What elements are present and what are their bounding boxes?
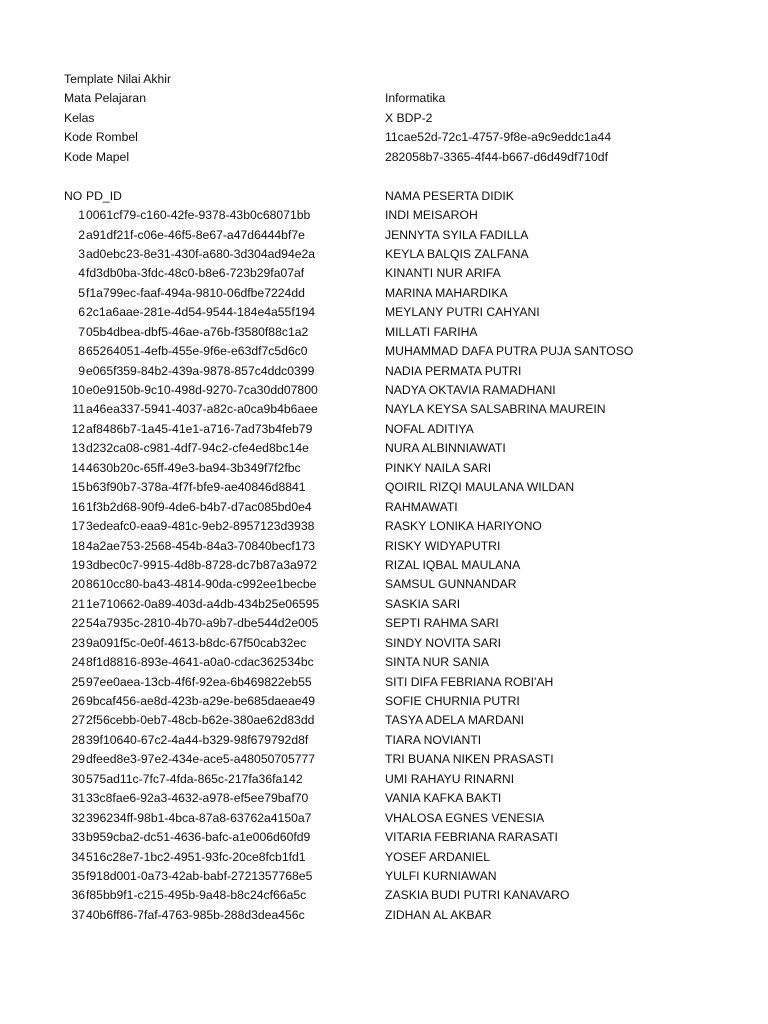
row-pd-id: 97ee0aea-13cb-4f6f-92ea-6b469822eb55 (86, 674, 312, 689)
table-header (0, 187, 768, 206)
table-row (0, 750, 768, 769)
table-row (0, 906, 768, 925)
row-student-name: VITARIA FEBRIANA RARASATI (385, 830, 558, 845)
table-row (0, 226, 768, 245)
meta-value: 282058b7-3365-4f44-b667-d6d49df710df (385, 149, 608, 164)
table-row (0, 731, 768, 750)
row-number: 37 (71, 907, 85, 922)
row-number: 29 (71, 752, 85, 767)
row-number: 3 (78, 246, 85, 261)
table-row (0, 439, 768, 458)
row-number: 36 (71, 888, 85, 903)
table-row (0, 692, 768, 711)
meta-row-kelas (0, 109, 768, 128)
column-header-no: NO (64, 188, 83, 203)
table-row (0, 498, 768, 517)
document-sheet (0, 70, 768, 925)
table-row (0, 342, 768, 361)
meta-row-kode-mapel (0, 148, 768, 167)
row-student-name: INDI MEISAROH (385, 208, 478, 223)
row-number: 31 (71, 791, 85, 806)
table-row (0, 711, 768, 730)
row-number: 35 (71, 868, 85, 883)
table-row (0, 420, 768, 439)
table-row (0, 595, 768, 614)
row-number: 11 (72, 402, 85, 417)
row-number: 7 (78, 324, 85, 339)
row-student-name: SINTA NUR SANIA (385, 655, 490, 670)
table-row (0, 653, 768, 672)
row-number: 32 (71, 810, 85, 825)
row-number: 25 (71, 674, 85, 689)
row-student-name: NOFAL ADITIYA (385, 421, 474, 436)
row-student-name: SITI DIFA FEBRIANA ROBI'AH (385, 674, 554, 689)
column-header-nama: NAMA PESERTA DIDIK (385, 188, 514, 203)
row-pd-id: 3edeafc0-eaa9-481c-9eb2-8957123d3938 (86, 519, 315, 534)
row-number: 30 (71, 771, 85, 786)
row-student-name: RIZAL IQBAL MAULANA (385, 557, 521, 572)
row-student-name: ZASKIA BUDI PUTRI KANAVARO (385, 888, 570, 903)
row-pd-id: 39f10640-67c2-4a44-b329-98f679792d8f (86, 732, 309, 747)
row-student-name: ZIDHAN AL AKBAR (385, 907, 492, 922)
row-student-name: YULFI KURNIAWAN (385, 868, 497, 883)
row-pd-id: 65264051-4efb-455e-9f6e-e63df7c5d6c0 (86, 344, 308, 359)
table-row (0, 206, 768, 225)
meta-label: Kode Rombel (64, 130, 138, 145)
row-pd-id: 0061cf79-c160-42fe-9378-43b0c68071bb (86, 208, 311, 223)
row-number: 19 (71, 557, 85, 572)
row-student-name: VANIA KAFKA BAKTI (385, 791, 502, 806)
row-student-name: SOFIE CHURNIA PUTRI (385, 694, 520, 708)
meta-value: X BDP-2 (385, 110, 433, 125)
row-pd-id: ad0ebc23-8e31-430f-a680-3d304ad94e2a (86, 246, 316, 261)
meta-label: Mata Pelajaran (64, 91, 146, 106)
row-pd-id: 575ad11c-7fc7-4fda-865c-217fa36fa142 (86, 771, 303, 786)
row-number: 10 (71, 383, 85, 397)
row-pd-id: 05b4dbea-dbf5-46ae-a76b-f3580f88c1a2 (86, 324, 309, 339)
row-student-name: SAMSUL GUNNANDAR (385, 577, 517, 592)
row-pd-id: 54a7935c-2810-4b70-a9b7-dbe544d2e005 (86, 616, 319, 631)
row-pd-id: a91df21f-c06e-46f5-8e67-a47d6444bf7e (86, 227, 305, 242)
row-pd-id: 40b6ff86-7faf-4763-985b-288d3dea456c (86, 907, 305, 922)
row-number: 4 (78, 266, 85, 281)
row-pd-id: e065f359-84b2-439a-9878-857c4ddc0399 (86, 363, 315, 378)
row-pd-id: dfeed8e3-97e2-434e-ace5-a48050705777 (86, 752, 316, 767)
row-number: 26 (71, 694, 85, 708)
table-row (0, 848, 768, 867)
meta-label: Kelas (64, 110, 95, 125)
table-row (0, 614, 768, 633)
row-pd-id: fd3db0ba-3fdc-48c0-b8e6-723b29fa07af (86, 266, 305, 281)
table-row (0, 556, 768, 575)
row-student-name: SASKIA SARI (385, 596, 461, 611)
row-number: 20 (71, 577, 85, 592)
row-student-name: MEYLANY PUTRI CAHYANI (385, 305, 540, 320)
row-pd-id: a46ea337-5941-4037-a82c-a0ca9b4b6aee (86, 402, 318, 417)
row-pd-id: 9a091f5c-0e0f-4613-b8dc-67f50cab32ec (86, 635, 307, 650)
table-row (0, 245, 768, 264)
row-student-name: JENNYTA SYILA FADILLA (385, 227, 529, 242)
row-student-name: MUHAMMAD DAFA PUTRA PUJA SANTOSO (385, 344, 634, 359)
meta-row-mata-pelajaran (0, 89, 768, 108)
row-student-name: MILLATI FARIHA (385, 324, 478, 339)
row-number: 27 (71, 713, 85, 728)
row-pd-id: 2c1a6aae-281e-4d54-9544-184e4a55f194 (86, 305, 316, 320)
row-number: 9 (78, 363, 85, 378)
row-number: 24 (71, 655, 85, 670)
row-number: 23 (71, 635, 85, 650)
row-pd-id: 9bcaf456-ae8d-423b-a29e-be685daeae49 (86, 694, 316, 708)
row-pd-id: f1a799ec-faaf-494a-9810-06dfbe7224dd (86, 285, 305, 300)
column-header-pd-id: PD_ID (86, 188, 122, 203)
table-row (0, 809, 768, 828)
row-student-name: SEPTI RAHMA SARI (385, 616, 499, 631)
row-student-name: RISKY WIDYAPUTRI (385, 538, 501, 553)
row-pd-id: 2f56cebb-0eb7-48cb-b62e-380ae62d83dd (86, 713, 315, 728)
table-row (0, 867, 768, 886)
row-pd-id: f85bb9f1-c215-495b-9a48-b8c24cf66a5c (86, 888, 307, 903)
meta-label: Kode Mapel (64, 149, 130, 164)
row-number: 5 (78, 285, 85, 300)
row-student-name: NADIA PERMATA PUTRI (385, 363, 522, 378)
meta-value: Informatika (385, 91, 446, 106)
row-student-name: TRI BUANA NIKEN PRASASTI (385, 752, 554, 767)
row-student-name: RAHMAWATI (385, 499, 458, 514)
row-student-name: UMI RAHAYU RINARNI (385, 771, 515, 786)
table-row (0, 517, 768, 536)
table-row (0, 789, 768, 808)
row-student-name: SINDY NOVITA SARI (385, 635, 502, 650)
row-number: 33 (71, 830, 85, 845)
row-student-name: NADYA OKTAVIA RAMADHANI (385, 383, 556, 397)
row-pd-id: f918d001-0a73-42ab-babf-2721357768e5 (86, 868, 313, 883)
table-row (0, 303, 768, 322)
row-number: 17 (71, 519, 85, 534)
row-number: 6 (78, 305, 85, 320)
table-row (0, 381, 768, 400)
row-pd-id: d232ca08-c981-4df7-94c2-cfe4ed8bc14e (86, 441, 309, 456)
row-pd-id: 33c8fae6-92a3-4632-a978-ef5ee79baf70 (86, 791, 309, 806)
table-row (0, 634, 768, 653)
row-pd-id: b63f90b7-378a-4f7f-bfe9-ae40846d8841 (86, 480, 306, 495)
row-pd-id: af8486b7-1a45-41e1-a716-7ad73b4feb79 (86, 421, 313, 436)
row-number: 22 (71, 616, 85, 631)
blank-row (0, 167, 768, 186)
row-pd-id: 3dbec0c7-9915-4d8b-8728-dc7b87a3a972 (86, 557, 318, 572)
row-student-name: KINANTI NUR ARIFA (385, 266, 501, 281)
row-number: 28 (71, 732, 85, 747)
row-student-name: KEYLA BALQIS ZALFANA (385, 246, 529, 261)
row-number: 1 (78, 208, 85, 223)
student-table-body (0, 206, 768, 925)
row-number: 15 (71, 480, 85, 495)
row-pd-id: 4a2ae753-2568-454b-84a3-70840becf173 (86, 538, 316, 553)
row-number: 12 (71, 421, 85, 436)
table-row (0, 459, 768, 478)
row-number: 2 (78, 227, 85, 242)
table-row (0, 323, 768, 342)
row-pd-id: 516c28e7-1bc2-4951-93fc-20ce8fcb1fd1 (86, 849, 306, 864)
row-number: 8 (78, 344, 85, 359)
table-row (0, 575, 768, 594)
row-student-name: YOSEF ARDANIEL (385, 849, 490, 864)
row-pd-id: 1f3b2d68-90f9-4de6-b4b7-d7ac085bd0e4 (86, 499, 312, 514)
table-row (0, 284, 768, 303)
row-student-name: VHALOSA EGNES VENESIA (385, 810, 545, 825)
row-pd-id: 8610cc80-ba43-4814-90da-c992ee1becbe (86, 577, 317, 592)
row-pd-id: 1e710662-0a89-403d-a4db-434b25e06595 (86, 596, 320, 611)
table-row (0, 537, 768, 556)
row-pd-id: 4630b20c-65ff-49e3-ba94-3b349f7f2fbc (86, 460, 301, 475)
table-row (0, 400, 768, 419)
row-number: 18 (71, 538, 85, 553)
row-student-name: PINKY NAILA SARI (385, 460, 492, 475)
row-student-name: TIARA NOVIANTI (385, 732, 482, 747)
row-student-name: QOIRIL RIZQI MAULANA WILDAN (385, 480, 575, 495)
table-row (0, 886, 768, 905)
table-row (0, 362, 768, 381)
row-number: 16 (71, 499, 85, 514)
table-row (0, 828, 768, 847)
row-student-name: NURA ALBINNIAWATI (385, 441, 506, 456)
row-number: 34 (71, 849, 85, 864)
row-student-name: MARINA MAHARDIKA (385, 285, 508, 300)
row-pd-id: b959cba2-dc51-4636-bafc-a1e006d60fd9 (86, 830, 311, 845)
row-student-name: NAYLA KEYSA SALSABRINA MAUREIN (385, 402, 606, 417)
meta-value: 11cae52d-72c1-4757-9f8e-a9c9eddc1a44 (385, 130, 612, 145)
title-row (0, 70, 768, 89)
document-title: Template Nilai Akhir (64, 72, 172, 86)
row-student-name: RASKY LONIKA HARIYONO (385, 519, 542, 534)
row-pd-id: e0e9150b-9c10-498d-9270-7ca30dd07800 (86, 383, 318, 397)
row-pd-id: 396234ff-98b1-4bca-87a8-63762a4150a7 (86, 810, 312, 825)
meta-row-kode-rombel (0, 128, 768, 147)
row-number: 13 (71, 441, 85, 456)
row-pd-id: 8f1d8816-893e-4641-a0a0-cdac362534bc (86, 655, 314, 670)
row-number: 21 (71, 596, 85, 611)
table-row (0, 673, 768, 692)
table-row (0, 770, 768, 789)
row-number: 14 (71, 460, 85, 475)
table-row (0, 264, 768, 283)
row-student-name: TASYA ADELA MARDANI (385, 713, 525, 728)
table-row (0, 478, 768, 497)
